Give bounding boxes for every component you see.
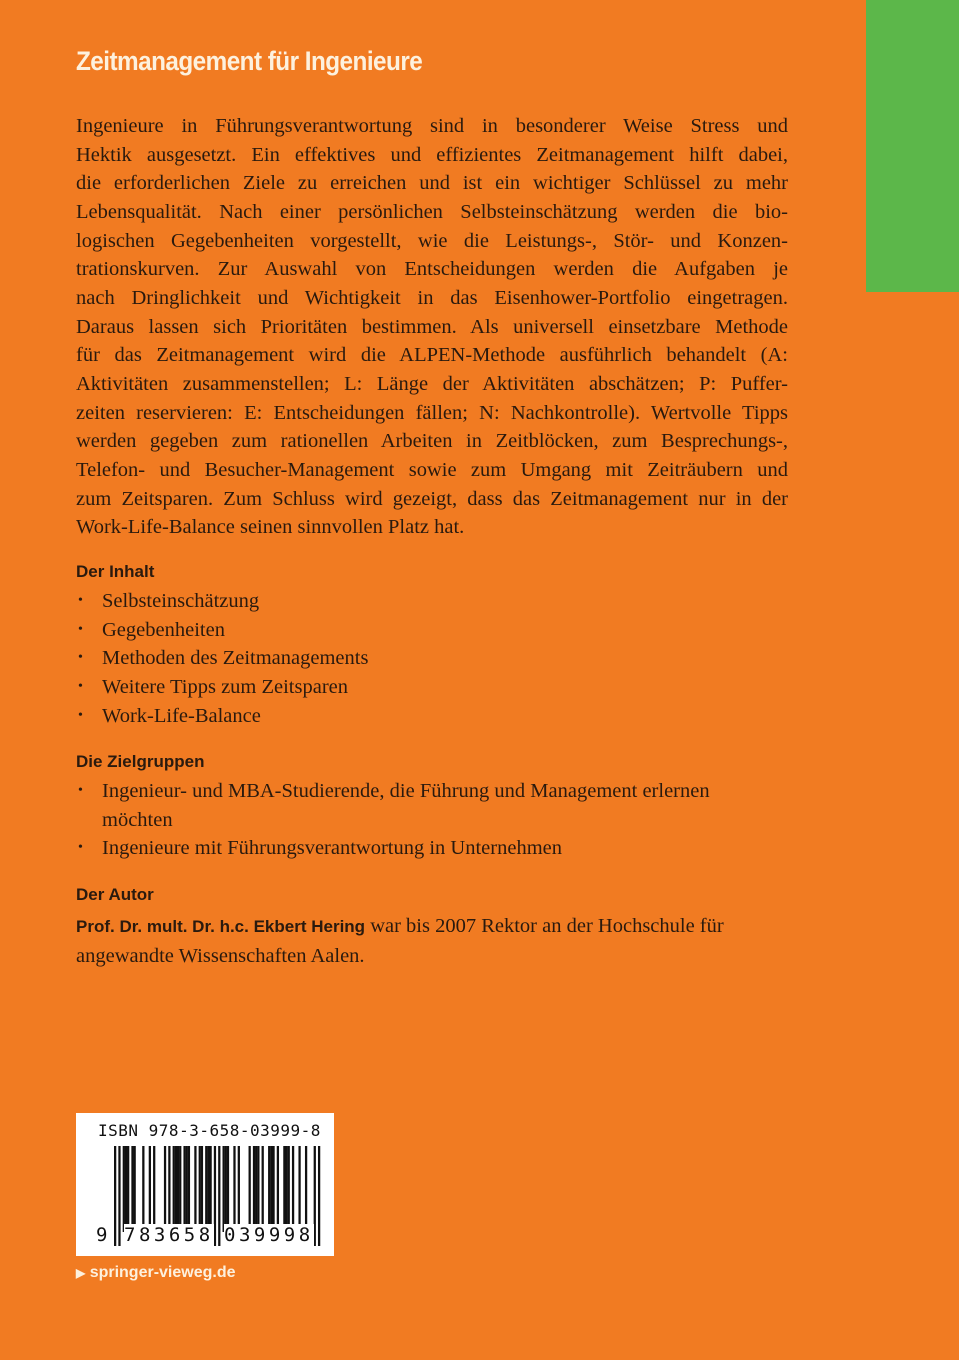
description-line: werden gegeben zum rationellen Arbeiten in Zeitblöcken, zum Besprechungs-, xyxy=(76,430,788,453)
barcode-bar xyxy=(153,1146,155,1232)
audience-item: • Ingenieure mit Führungsverantwortung in Unternehmen xyxy=(76,834,716,863)
isbn-barcode xyxy=(76,1113,334,1256)
barcode-bar xyxy=(201,1146,203,1232)
barcode-bar xyxy=(292,1146,294,1232)
barcode-bar xyxy=(225,1146,227,1232)
description xyxy=(76,112,788,542)
barcode-bar xyxy=(114,1146,116,1246)
author-name: Prof. Dr. mult. Dr. h.c. Ekbert Hering xyxy=(76,917,366,936)
description-line: für das Zeitmanagement wird die ALPEN-Methode ausführlich behandelt (A: xyxy=(76,344,788,367)
barcode-bar xyxy=(272,1146,274,1232)
barcode-bar xyxy=(209,1146,211,1232)
contents-item: • Methoden des Zeitmanagements xyxy=(76,644,368,673)
barcode-bar xyxy=(168,1146,170,1232)
description-line: Hektik ausgesetzt. Ein effektives und effizientes Zeitmanagement hilft dabei, xyxy=(76,143,788,166)
barcode-bar xyxy=(118,1146,120,1246)
barcode-left-digits: 783658 xyxy=(124,1224,214,1246)
barcode-bar xyxy=(207,1146,209,1232)
description-line: zum Zeitsparen. Zum Schluss wird gezeigt, dass das Zeitmanagement nur in der xyxy=(76,487,788,510)
barcode-bar xyxy=(134,1146,136,1232)
contents-item: • Selbsteinschätzung xyxy=(76,587,368,616)
barcode-bar xyxy=(173,1146,175,1232)
description-line: Lebensqualität. Nach einer persönlichen Selbsteinschätzung werden die bio- xyxy=(76,200,788,223)
barcode-first-digit: 9 xyxy=(96,1224,108,1246)
barcode-bar xyxy=(218,1146,220,1246)
description-line: nach Dringlichkeit und Wichtigkeit in das Eisenhower-Portfolio eingetragen. xyxy=(76,286,788,309)
barcode-bar xyxy=(268,1146,270,1232)
description-line: die erforderlichen Ziele zu erreichen und ist ein wichtiger Schlüssel zu mehr xyxy=(76,172,788,195)
barcode-bar xyxy=(233,1146,235,1232)
barcode-bar xyxy=(257,1146,259,1232)
barcode-bar xyxy=(177,1146,179,1232)
color-tab xyxy=(866,0,959,292)
barcode-bar xyxy=(318,1146,320,1246)
barcode-bar xyxy=(223,1146,225,1232)
barcode-bar xyxy=(123,1146,125,1232)
barcode-bar xyxy=(288,1146,290,1232)
barcode-bar xyxy=(188,1146,190,1232)
description-line: Ingenieure in Führungsverantwortung sind in besonderer Weise Stress und xyxy=(76,115,788,137)
arrow-right-icon: ▶ xyxy=(76,1266,86,1280)
barcode-bar xyxy=(142,1146,144,1232)
barcode-bar xyxy=(227,1146,229,1232)
description-line: Daraus lassen sich Prioritäten bestimmen. Als universell einsetzbare Methode xyxy=(76,315,788,338)
website-text: springer-vieweg.de xyxy=(89,1264,236,1281)
barcode-bar xyxy=(127,1146,129,1232)
barcode-bar xyxy=(175,1146,177,1232)
audience-item: • Ingenieur- und MBA-Studierende, die Führung und Management erlernen möchten xyxy=(76,777,716,834)
audience-heading: Die Zielgruppen xyxy=(76,752,205,771)
audience-list xyxy=(76,777,716,863)
barcode-bar xyxy=(186,1146,188,1232)
contents-item: • Work-Life-Balance xyxy=(76,702,368,731)
contents-heading: Der Inhalt xyxy=(76,562,155,581)
barcode-bar xyxy=(214,1146,216,1246)
barcode-bar xyxy=(199,1146,201,1232)
barcode-right-digits: 039998 xyxy=(224,1224,314,1246)
description-line: Aktivitäten zusammenstellen; L: Länge der Aktivitäten abschätzen; P: Puffer- xyxy=(76,372,788,395)
author-heading: Der Autor xyxy=(76,885,154,904)
description-line: Work-Life-Balance seinen sinnvollen Platz hat. xyxy=(76,516,465,539)
barcode-bar xyxy=(298,1146,300,1232)
barcode-bar xyxy=(255,1146,257,1232)
description-line: Telefon- und Besucher-Management sowie zum Umgang mit Zeiträubern und xyxy=(76,458,788,481)
contents-item: • Gegebenheiten xyxy=(76,616,368,645)
description-line: logischen Gegebenheiten vorgestellt, wie die Leistungs-, Stör- und Konzen- xyxy=(76,229,788,252)
isbn-label: ISBN 978-3-658-03999-8 xyxy=(98,1121,321,1140)
barcode-bar xyxy=(183,1146,185,1232)
barcode-bar xyxy=(253,1146,255,1232)
contents-list xyxy=(76,587,368,730)
barcode-bar xyxy=(262,1146,264,1232)
barcode-bar xyxy=(285,1146,287,1232)
barcode-bar xyxy=(179,1146,181,1232)
barcode-bar xyxy=(283,1146,285,1232)
contents-item: • Weitere Tipps zum Zeitsparen xyxy=(76,673,368,702)
barcode-bar xyxy=(314,1146,316,1246)
barcode-bar xyxy=(238,1146,240,1232)
barcode-bar xyxy=(277,1146,279,1232)
author-bio-text: war bis 2007 Rektor an der Hochschule für angewandte Wissenschaften Aalen. xyxy=(76,915,724,967)
barcode-bar xyxy=(249,1146,251,1232)
book-title: Zeitmanagement für Ingenieure xyxy=(76,46,423,76)
barcode-bar xyxy=(270,1146,272,1232)
description-line: zeiten reservieren: E: Entscheidungen fällen; N: Nachkontrolle). Wertvolle Tipps xyxy=(76,401,788,424)
barcode-bar xyxy=(131,1146,133,1232)
description-line: trationskurven. Zur Auswahl von Entscheidungen werden die Aufgaben je xyxy=(76,258,788,281)
barcode-bar xyxy=(205,1146,207,1232)
barcode-bar xyxy=(305,1146,307,1232)
barcode-bar xyxy=(149,1146,151,1232)
barcode-bar xyxy=(164,1146,166,1232)
barcode-bar xyxy=(125,1146,127,1232)
author-bio xyxy=(76,912,788,970)
barcode-bar xyxy=(194,1146,196,1232)
website-link[interactable] xyxy=(76,1264,236,1282)
